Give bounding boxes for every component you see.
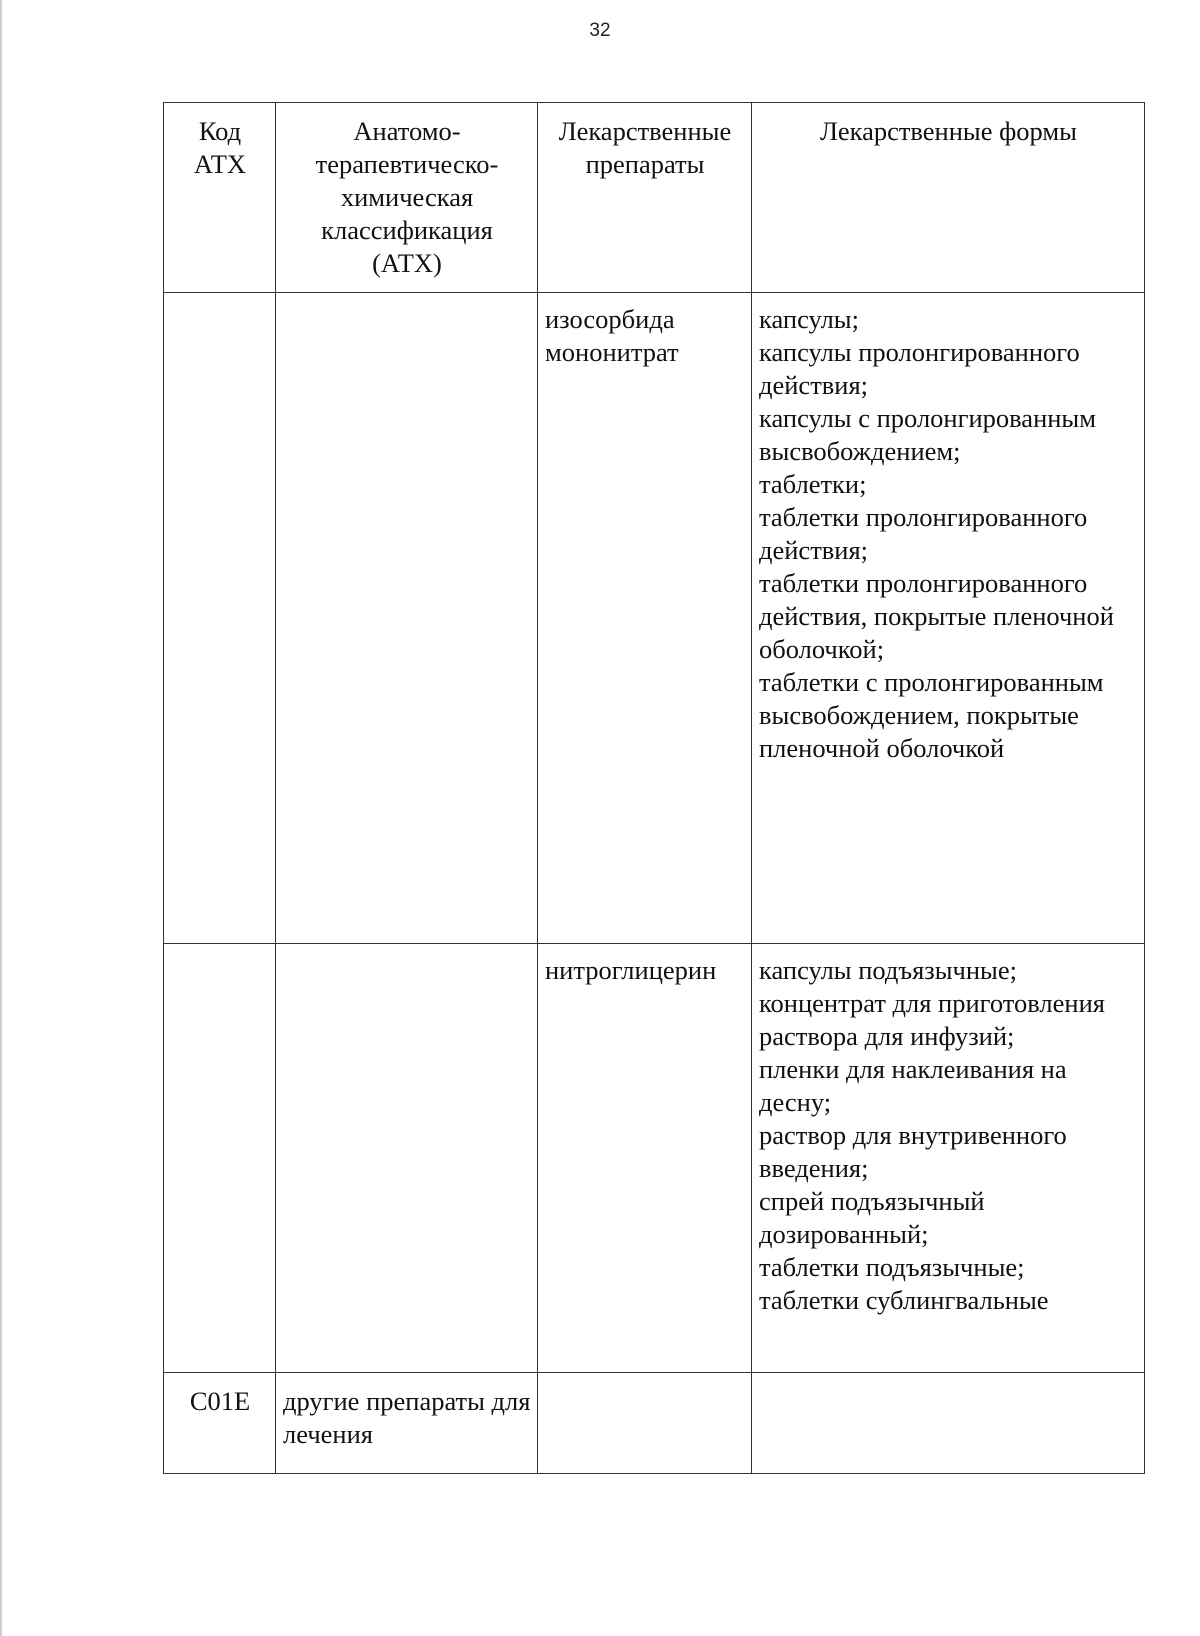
form-item: капсулы; xyxy=(759,304,859,334)
form-item: концентрат для приготовления раствора для инфузий; xyxy=(759,988,1105,1051)
cell-code: C01E xyxy=(164,1373,276,1474)
cell-forms xyxy=(752,944,1145,1373)
form-item: раствор для внутривенного введения; xyxy=(759,1120,1067,1183)
form-item: капсулы пролонгированного действия; xyxy=(759,337,1080,400)
forms-list xyxy=(759,954,1138,1317)
cell-drug: изосорбида мононитрат xyxy=(538,293,752,944)
header-code: Код АТХ xyxy=(164,103,276,293)
cell-drug xyxy=(538,1373,752,1474)
cell-drug: нитроглицерин xyxy=(538,944,752,1373)
form-item: таблетки пролонгированного действия, покрытые пленочной оболочкой; xyxy=(759,568,1114,664)
cell-code xyxy=(164,944,276,1373)
form-item: капсулы с пролонгированным высвобождением; xyxy=(759,403,1097,466)
form-item: таблетки подъязычные; xyxy=(759,1252,1025,1282)
cell-atc xyxy=(276,944,538,1373)
scan-edge xyxy=(0,0,3,1636)
cell-forms xyxy=(752,293,1145,944)
header-drugs: Лекарственные препараты xyxy=(538,103,752,293)
table-header-row xyxy=(164,103,1145,293)
cell-atc xyxy=(276,293,538,944)
form-item: спрей подъязычный дозированный; xyxy=(759,1186,985,1249)
table-row xyxy=(164,1373,1145,1474)
atc-drug-table xyxy=(163,102,1145,1474)
form-item: таблетки пролонгированного действия; xyxy=(759,502,1088,565)
cell-forms xyxy=(752,1373,1145,1474)
form-item: капсулы подъязычные; xyxy=(759,955,1017,985)
page-number: 32 xyxy=(589,20,611,41)
table-row xyxy=(164,293,1145,944)
form-item: таблетки; xyxy=(759,469,867,499)
form-item: пленки для наклеивания на десну; xyxy=(759,1054,1067,1117)
table-row xyxy=(164,944,1145,1373)
form-item: таблетки с пролонгированным высвобождением, покрытые пленочной оболочкой xyxy=(759,667,1104,763)
forms-list xyxy=(759,303,1138,765)
cell-atc: другие препараты для лечения xyxy=(276,1373,538,1474)
cell-code xyxy=(164,293,276,944)
header-atc-classification: Анатомо-терапевтическо-химическая классификация (АТХ) xyxy=(276,103,538,293)
header-dosage-forms: Лекарственные формы xyxy=(752,103,1145,293)
form-item: таблетки сублингвальные xyxy=(759,1285,1049,1315)
